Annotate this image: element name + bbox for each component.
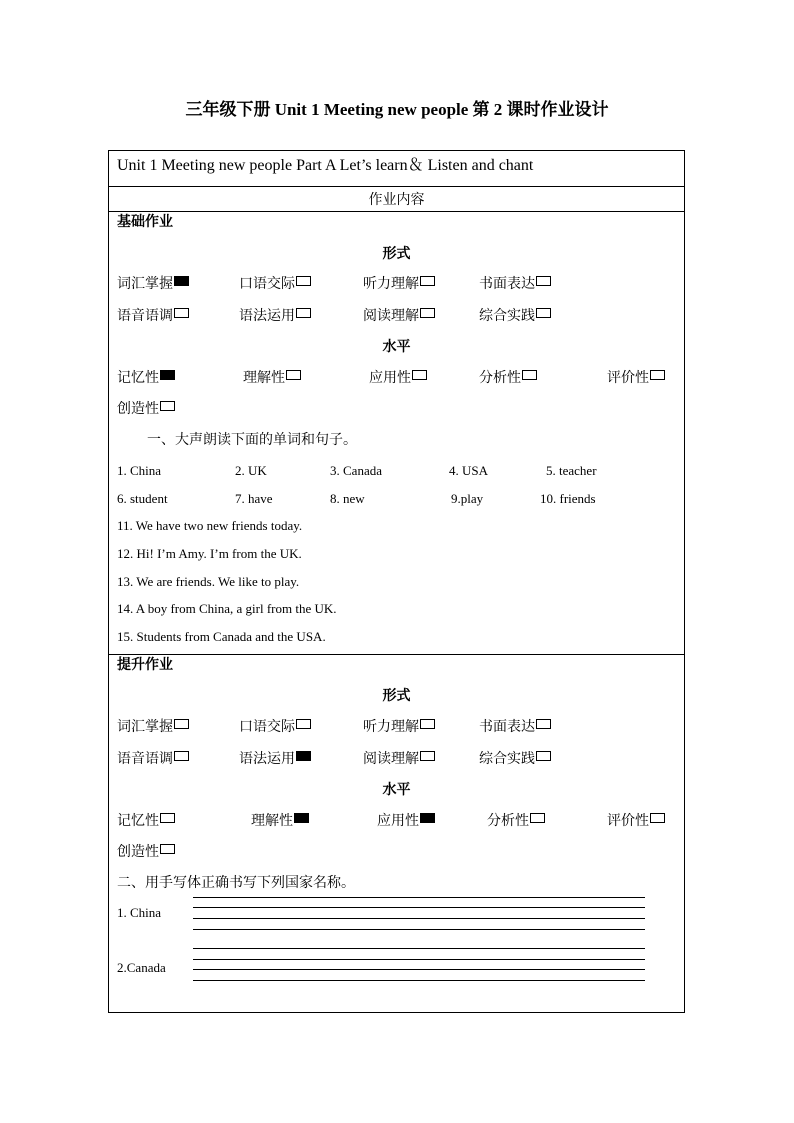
basic-level-checkbox[interactable]: [160, 370, 175, 380]
basic-heading: 基础作业: [117, 214, 173, 230]
basic-level-checkbox[interactable]: [650, 370, 665, 380]
word-item: 5. teacher: [546, 463, 597, 478]
basic-level-option: 分析性: [479, 369, 537, 387]
basic-form-checkbox[interactable]: [420, 308, 435, 318]
advanced-heading: 提升作业: [117, 657, 173, 673]
homework-table: [108, 150, 685, 1013]
advanced-form-checkbox[interactable]: [174, 719, 189, 729]
sentence-item: 14. A boy from China, a girl from the UK.: [117, 601, 337, 616]
handwriting-line: [193, 929, 645, 930]
advanced-level-checkbox[interactable]: [160, 813, 175, 823]
document-title: 三年级下册 Unit 1 Meeting new people 第 2 课时作业设计: [185, 100, 609, 119]
basic-form-option: 阅读理解: [363, 307, 435, 325]
advanced-level-checkbox[interactable]: [650, 813, 665, 823]
basic-form-option: 综合实践: [479, 307, 551, 325]
advanced-level-option: 分析性: [487, 812, 545, 830]
advanced-form-option: 听力理解: [363, 718, 435, 736]
country-label: 2.Canada: [117, 960, 166, 975]
basic-level-checkbox[interactable]: [412, 370, 427, 380]
advanced-form-option: 语法运用: [239, 750, 311, 768]
basic-form-checkbox[interactable]: [174, 308, 189, 318]
basic-level-option: 评价性: [607, 369, 665, 387]
advanced-form-checkbox[interactable]: [420, 751, 435, 761]
handwriting-line: [193, 969, 645, 970]
word-item: 3. Canada: [330, 463, 382, 478]
advanced-level-option: 应用性: [377, 812, 435, 830]
advanced-form-option: 语音语调: [117, 750, 189, 768]
basic-form-checkbox[interactable]: [296, 308, 311, 318]
advanced-level-checkbox[interactable]: [420, 813, 435, 823]
word-item: 4. USA: [449, 463, 489, 478]
basic-level-option: 创造性: [117, 400, 175, 418]
word-item: 7. have: [235, 491, 273, 506]
advanced-level-checkbox[interactable]: [160, 844, 175, 854]
basic-level-checkbox[interactable]: [160, 401, 175, 411]
advanced-level-checkbox[interactable]: [530, 813, 545, 823]
basic-form-option: 语音语调: [117, 307, 189, 325]
advanced-level-option: 理解性: [251, 812, 309, 830]
divider: [109, 186, 684, 187]
advanced-form-checkbox[interactable]: [536, 719, 551, 729]
basic-form-checkbox[interactable]: [174, 276, 189, 286]
basic-form-label: 形式: [382, 246, 411, 262]
basic-form-option: 词汇掌握: [117, 275, 189, 293]
basic-form-option: 书面表达: [479, 275, 551, 293]
basic-form-checkbox[interactable]: [536, 276, 551, 286]
divider: [109, 211, 684, 212]
word-item: 2. UK: [235, 463, 267, 478]
handwriting-line: [193, 980, 645, 981]
basic-level-checkbox[interactable]: [522, 370, 537, 380]
word-item: 8. new: [330, 491, 365, 506]
sentence-item: 12. Hi! I’m Amy. I’m from the UK.: [117, 546, 302, 561]
basic-task-title: 一、大声朗读下面的单词和句子。: [147, 432, 357, 448]
handwriting-line: [193, 918, 645, 919]
handwriting-line: [193, 948, 645, 949]
advanced-form-checkbox[interactable]: [296, 751, 311, 761]
advanced-form-option: 口语交际: [239, 718, 311, 736]
advanced-form-checkbox[interactable]: [420, 719, 435, 729]
basic-form-option: 听力理解: [363, 275, 435, 293]
basic-form-checkbox[interactable]: [536, 308, 551, 318]
basic-level-option: 理解性: [243, 369, 301, 387]
basic-level-checkbox[interactable]: [286, 370, 301, 380]
advanced-level-option: 记忆性: [117, 812, 175, 830]
basic-level-label: 水平: [382, 339, 411, 355]
sentence-item: 11. We have two new friends today.: [117, 518, 303, 533]
advanced-form-option: 书面表达: [479, 718, 551, 736]
advanced-form-checkbox[interactable]: [536, 751, 551, 761]
basic-level-option: 记忆性: [117, 369, 175, 387]
advanced-form-checkbox[interactable]: [174, 751, 189, 761]
handwriting-line: [193, 897, 645, 898]
sentence-item: 13. We are friends. We like to play.: [117, 574, 300, 589]
handwriting-line: [193, 959, 645, 960]
advanced-level-label: 水平: [382, 782, 411, 798]
advanced-task-title: 二、用手写体正确书写下列国家名称。: [117, 875, 355, 891]
advanced-form-option: 词汇掌握: [117, 718, 189, 736]
advanced-form-option: 综合实践: [479, 750, 551, 768]
basic-form-option: 口语交际: [239, 275, 311, 293]
word-item: 1. China: [117, 463, 162, 478]
sentence-item: 15. Students from Canada and the USA.: [117, 629, 326, 644]
basic-form-checkbox[interactable]: [420, 276, 435, 286]
divider: [109, 654, 684, 655]
word-item: 6. student: [117, 491, 168, 506]
country-label: 1. China: [117, 905, 162, 920]
advanced-form-option: 阅读理解: [363, 750, 435, 768]
basic-form-option: 语法运用: [239, 307, 311, 325]
advanced-level-checkbox[interactable]: [294, 813, 309, 823]
advanced-form-label: 形式: [382, 688, 411, 704]
advanced-form-checkbox[interactable]: [296, 719, 311, 729]
content-label: 作业内容: [368, 192, 425, 208]
word-item: 10. friends: [540, 491, 596, 506]
advanced-level-option: 评价性: [607, 812, 665, 830]
basic-level-option: 应用性: [369, 369, 427, 387]
handwriting-line: [193, 907, 645, 908]
unit-header: Unit 1 Meeting new people Part A Let’s learn＆ Listen and chant: [117, 157, 534, 174]
word-item: 9.play: [451, 491, 484, 506]
basic-form-checkbox[interactable]: [296, 276, 311, 286]
advanced-level-option: 创造性: [117, 843, 175, 861]
